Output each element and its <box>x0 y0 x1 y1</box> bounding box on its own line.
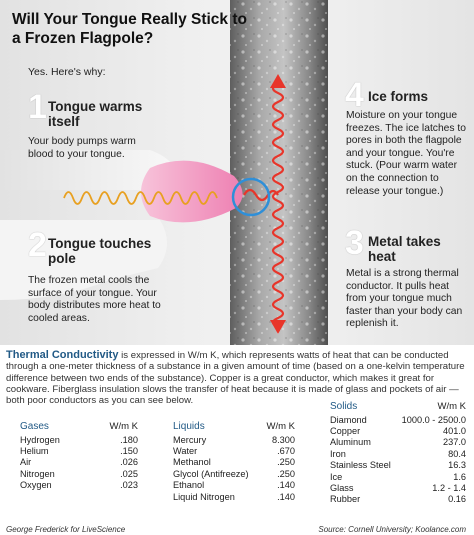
step-1-heading: Tongue warms itself <box>48 99 143 129</box>
liquid-name: Liquid Nitrogen <box>173 491 235 502</box>
step-2-body: The frozen metal cools the surface of your tongue. Your body distributes more heat to cooled areas. <box>28 275 161 324</box>
table-row <box>330 494 466 505</box>
liquid-name: Water <box>173 446 198 457</box>
table-row <box>330 414 466 425</box>
credit-source: Source: Cornell University; Koolance.com <box>318 525 466 534</box>
table-row <box>20 468 138 479</box>
table-row <box>20 434 138 445</box>
solid-name: Glass <box>330 483 354 494</box>
solid-name: Stainless Steel <box>330 460 391 471</box>
liquid-name: Mercury <box>173 434 207 445</box>
liquid-name: Methanol <box>173 457 211 468</box>
step-3-body: Metal is a strong thermal conductor. It pulls heat from your tongue much faster than your body can replenish it. <box>346 268 463 330</box>
table-row <box>20 480 138 491</box>
step-3-number: 3 <box>345 224 364 262</box>
credit-author: George Frederick for LiveScience <box>6 525 126 534</box>
solids-table-title: Solids <box>330 401 358 412</box>
table-row <box>330 448 466 459</box>
table-row <box>173 480 295 491</box>
gas-name: Helium <box>20 446 49 457</box>
gas-value: .023 <box>120 480 138 491</box>
solids-table <box>330 401 466 505</box>
step-1-number: 1 <box>28 88 47 126</box>
solid-name: Rubber <box>330 494 361 505</box>
step-1-body: Your body pumps warm blood to your tongue. <box>28 136 136 160</box>
table-row <box>173 434 295 445</box>
solid-name: Copper <box>330 426 361 437</box>
solids-unit-header: W/m K <box>437 401 466 412</box>
table-row <box>173 445 295 456</box>
solid-value: 0.16 <box>448 494 466 505</box>
liquids-unit-header: W/m K <box>266 421 295 432</box>
thermal-conductivity-paragraph <box>6 350 468 406</box>
table-row <box>173 468 295 479</box>
gas-name: Hydrogen <box>20 434 60 445</box>
solid-value: 16.3 <box>448 460 466 471</box>
table-row <box>330 471 466 482</box>
gas-name: Oxygen <box>20 480 52 491</box>
solid-value: 1.6 <box>453 471 466 482</box>
liquid-value: .670 <box>277 446 295 457</box>
step-2-number: 2 <box>28 226 47 264</box>
conductivity-panel <box>0 345 474 535</box>
liquid-name: Ethanol <box>173 480 205 491</box>
liquid-value: .140 <box>277 491 295 502</box>
gas-name: Nitrogen <box>20 468 55 479</box>
solid-name: Ice <box>330 471 343 482</box>
gases-unit-header: W/m K <box>109 421 138 432</box>
solid-value: 237.0 <box>443 437 466 448</box>
step-2-heading: Tongue touches pole <box>48 236 152 266</box>
liquid-value: .250 <box>277 468 295 479</box>
solid-value: 1.2 - 1.4 <box>432 483 466 494</box>
step-4-heading: Ice forms <box>368 89 429 104</box>
liquid-value: 8.300 <box>272 434 295 445</box>
gas-value: .026 <box>120 457 138 468</box>
solid-name: Aluminum <box>330 437 371 448</box>
step-4-number: 4 <box>345 76 364 114</box>
solid-value: 401.0 <box>443 426 466 437</box>
thermal-conductivity-text: is expressed in W/m K, which represents watts of heat that can be conducted through a one-meter thickness of a substance in a given amount of time (based on a one-kelvin temperature difference between two ends of the substance). Copper is a great conductor, which makes it great for cookware. Fiberglass insulation slows the transfer of heat because it is made of glass and pockets of air — both poor conductors as you can see below. <box>6 350 465 407</box>
gas-value: .180 <box>120 434 138 445</box>
step-3-heading: Metal takes heat <box>368 234 441 264</box>
gases-table <box>20 421 138 491</box>
gases-table-title: Gases <box>20 421 49 432</box>
solid-value: 80.4 <box>448 448 466 459</box>
solid-value: 1000.0 - 2500.0 <box>401 414 466 425</box>
table-row <box>330 437 466 448</box>
solid-name: Diamond <box>330 414 367 425</box>
liquid-value: .140 <box>277 480 295 491</box>
table-row <box>330 425 466 436</box>
thermal-conductivity-term: Thermal Conductivity <box>6 349 119 361</box>
table-row <box>330 460 466 471</box>
liquid-name: Glycol (Antifreeze) <box>173 468 249 479</box>
subtitle: Yes. Here's why: <box>28 66 106 78</box>
table-row <box>20 445 138 456</box>
solid-name: Iron <box>330 448 346 459</box>
tongue <box>141 161 243 223</box>
page-title: Will Your Tongue Really Stick to a Frozen Flagpole? <box>12 11 247 47</box>
liquids-table-title: Liquids <box>173 421 205 432</box>
gas-value: .150 <box>120 446 138 457</box>
gas-name: Air <box>20 457 32 468</box>
table-row <box>330 482 466 493</box>
table-row <box>20 457 138 468</box>
gas-value: .025 <box>120 468 138 479</box>
table-row <box>173 457 295 468</box>
liquids-table <box>173 421 295 502</box>
table-row <box>173 491 295 502</box>
liquid-value: .250 <box>277 457 295 468</box>
step-4-body: Moisture on your tongue freezes. The ice latches to pores in both the flagpole and your tongue. You're stuck. (Pour warm water on the connection to release your tongue.) <box>346 110 467 197</box>
